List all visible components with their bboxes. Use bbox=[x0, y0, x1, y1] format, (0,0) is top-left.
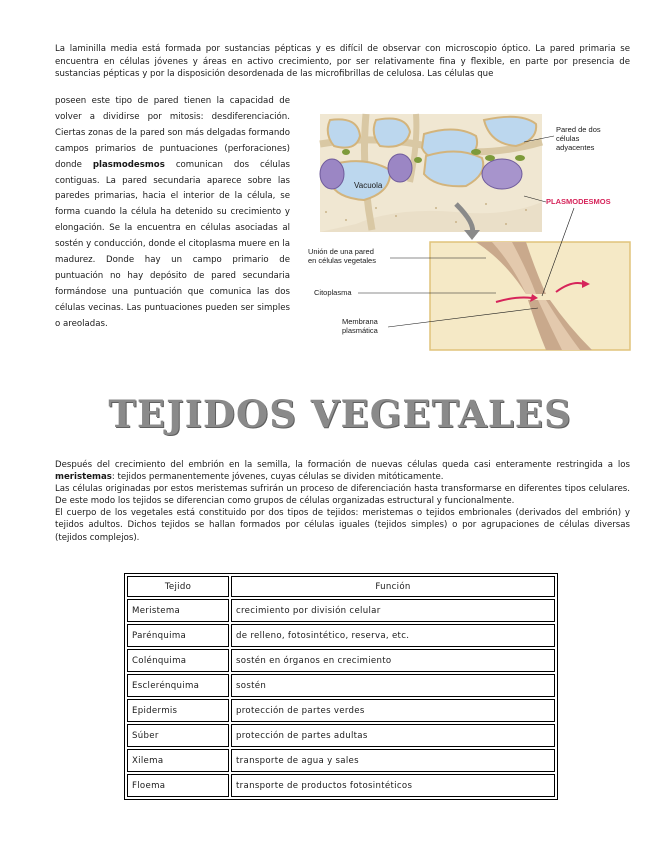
header-tejido: Tejido bbox=[127, 576, 229, 597]
tissue-name: Meristema bbox=[127, 599, 229, 622]
cytoplasm-label: Citoplasma bbox=[314, 288, 352, 297]
tissue-name: Xilema bbox=[127, 749, 229, 772]
cell-wall-illustration bbox=[320, 114, 542, 232]
tissue-name: Epidermis bbox=[127, 699, 229, 722]
intro-paragraph-2: Las células originadas por estos meristemas sufrirán un proceso de diferenciación hasta transformarse en diferentes tipos celulares. De este modo los tejidos se diferencian como grupos de células organizadas estructural y funcionalmente. bbox=[55, 484, 630, 507]
tissue-function: protección de partes adultas bbox=[231, 724, 555, 747]
tissue-function: protección de partes verdes bbox=[231, 699, 555, 722]
wall-label-line1: Pared de dos bbox=[556, 125, 601, 134]
header-funcion: Función bbox=[231, 576, 555, 597]
tissue-function: de relleno, fotosintético, reserva, etc. bbox=[231, 624, 555, 647]
tissue-function: transporte de agua y sales bbox=[231, 749, 555, 772]
tissue-function: sostén en órganos en crecimiento bbox=[231, 649, 555, 672]
membrane-label-line2: plasmática bbox=[342, 326, 378, 335]
tissue-name: Floema bbox=[127, 774, 229, 797]
tissue-function: crecimiento por división celular bbox=[231, 599, 555, 622]
table-row bbox=[127, 774, 555, 797]
table-row bbox=[127, 624, 555, 647]
table-header-row bbox=[127, 576, 555, 597]
cell-wall-paragraph bbox=[55, 94, 290, 333]
cell-wall-text-2: comunican dos células contiguas. La pared secundaria aparece sobre las paredes primarias, hacia el interior de la célula, se forma cuando la célula ha detenido su crecimiento y elongación. Se la encuentra en células asociadas al sostén y conducción, donde el citoplasma muere en la madurez. Donde hay un campo primario de puntuación no hay depósito de pared secundaria formándose una puntuación que comunica las dos células vecinas. Las puntuaciones pueden ser simples o areoladas. bbox=[55, 159, 291, 329]
union-label-line1: Unión de una pared bbox=[308, 247, 374, 256]
tissue-name: Esclerénquima bbox=[127, 674, 229, 697]
table-row bbox=[127, 749, 555, 772]
plasmodesmos-term: plasmodesmos bbox=[92, 159, 165, 170]
plasmodesmata-figure bbox=[306, 112, 636, 352]
cell-wall-text-1: poseen este tipo de pared tienen la capacidad de volver a dividirse por mitosis: desdiferenciación. Ciertas zonas de la pared son más delgadas formando campos primarios de puntuaciones (perforaciones) donde bbox=[55, 96, 290, 170]
tissue-function-table bbox=[124, 573, 558, 800]
table-row bbox=[127, 599, 555, 622]
table-row bbox=[127, 724, 555, 747]
tissue-name: Súber bbox=[127, 724, 229, 747]
tissue-name: Parénquima bbox=[127, 624, 229, 647]
table-row bbox=[127, 699, 555, 722]
intro-paragraph-top: La laminilla media está formada por sustancias pépticas y es difícil de observar con microscopio óptico. La pared primaria se encuentra en células jóvenes y áreas en activo crecimiento, por ser relativamente fina y flexible, en parte por presencia de sustancias pépticas y por la disposición desordenada de las microfibrillas de celulosa. Las células que bbox=[55, 44, 630, 80]
page-title: TEJIDOS VEGETALES bbox=[108, 392, 572, 436]
vacuole-label: Vacuola bbox=[354, 181, 383, 190]
union-label-line2: en células vegetales bbox=[308, 256, 376, 265]
tissue-name: Colénquima bbox=[127, 649, 229, 672]
wall-label-line2: células bbox=[556, 134, 580, 143]
intro-paragraph-1: Después del crecimiento del embrión en la semilla, la formación de nuevas células queda casi enteramente restringida a los meristemas: tejidos permanentemente jóvenes, cuyas células se dividen mitóticamente. bbox=[55, 460, 630, 483]
meristemas-term: meristemas bbox=[55, 472, 112, 483]
wall-label-line3: adyacentes bbox=[556, 143, 595, 152]
intro-paragraph-3: El cuerpo de los vegetales está constituido por dos tipos de tejidos: meristemas o tejidos embrionales (derivados del embrión) y tejidos adultos. Dichos tejidos se hallan formados por células iguales (tejidos simples) o por agrupaciones de células diversas (tejidos complejos). bbox=[55, 508, 630, 543]
plasmodesmos-label: PLASMODESMOS bbox=[546, 197, 611, 206]
zoom-arrow-head bbox=[464, 230, 480, 240]
tissues-intro bbox=[55, 459, 630, 544]
table-row bbox=[127, 649, 555, 672]
table-row bbox=[127, 674, 555, 697]
tissue-function: sostén bbox=[231, 674, 555, 697]
membrane-label-line1: Membrana bbox=[342, 317, 378, 326]
tissue-function: transporte de productos fotosintéticos bbox=[231, 774, 555, 797]
